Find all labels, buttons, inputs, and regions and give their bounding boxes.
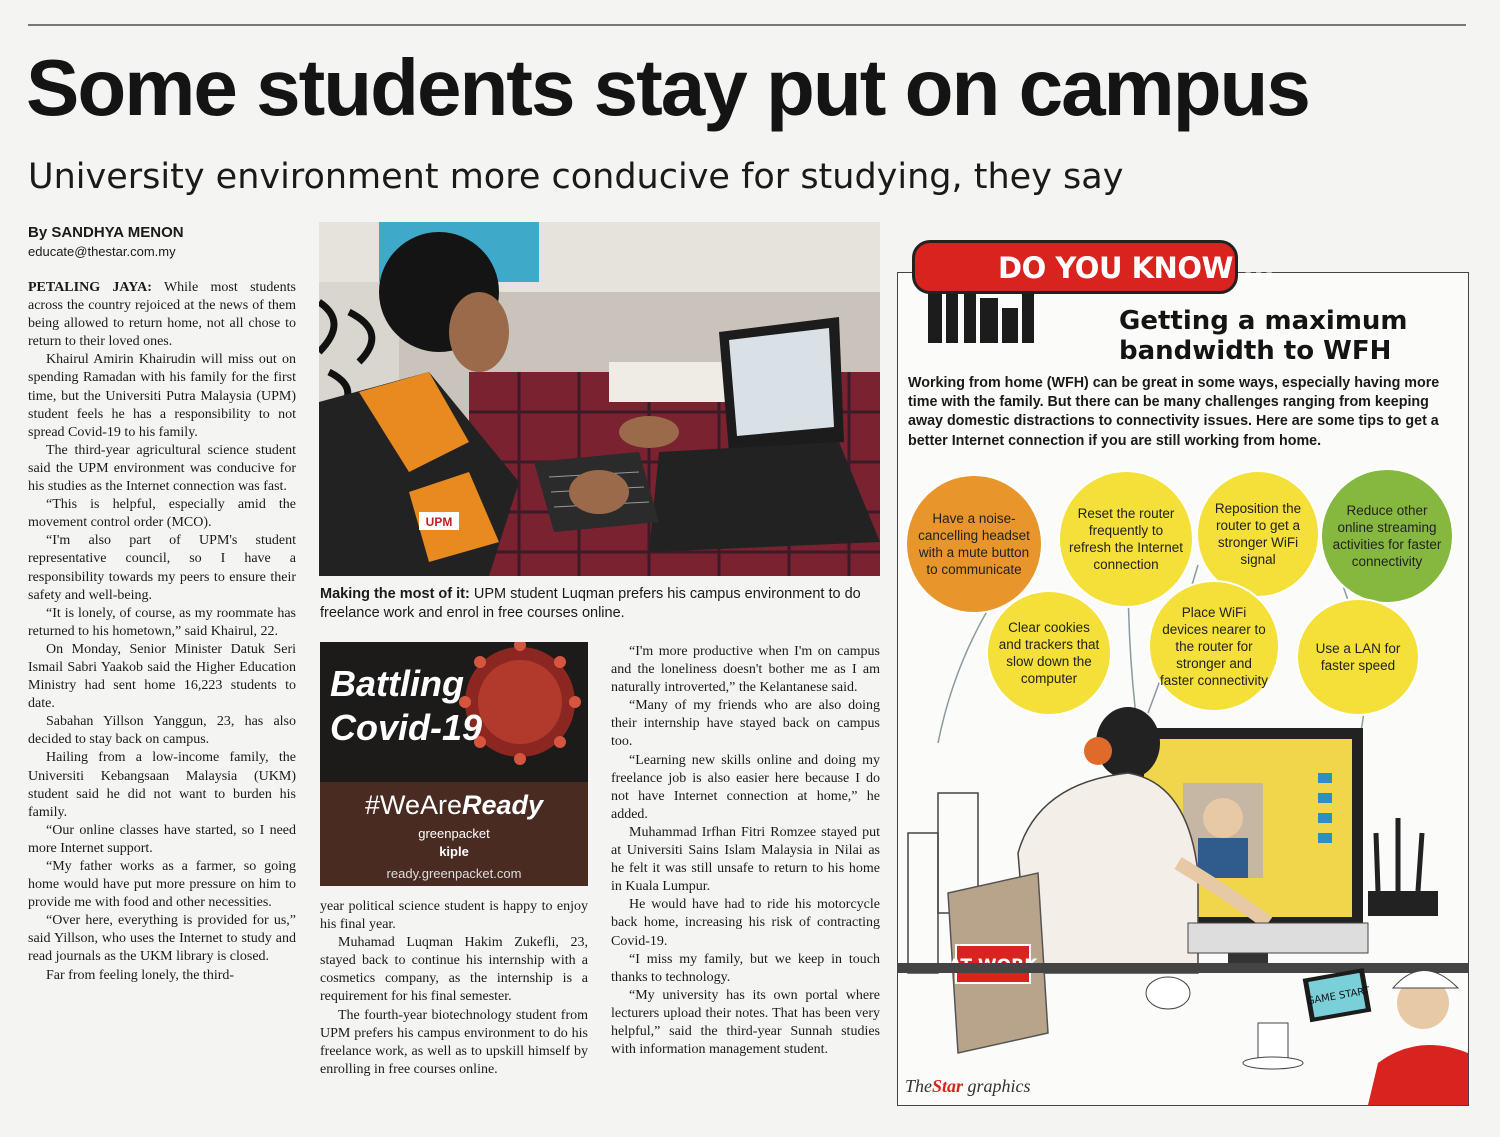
paragraph: “I miss my family, but we keep in touch thanks to technology. [611, 951, 880, 985]
byline: By SANDHYA MENON [28, 224, 184, 241]
byline-email[interactable]: educate@thestar.com.my [28, 244, 176, 259]
tip-reset-router: Reset the router frequently to refresh the Internet connection [1058, 470, 1194, 608]
tip-headset: Have a noise-cancelling headset with a mute button to communicate [905, 474, 1043, 614]
photo-illustration [319, 222, 880, 576]
tip-use-lan: Use a LAN for faster speed [1296, 598, 1420, 716]
paragraph: “Learning new skills online and doing my freelance job is also easier here because I do not have Internet connection at home,” he added. [611, 752, 880, 822]
paragraph: Sabahan Yillson Yanggun, 23, has also decided to stay back on campus. [28, 714, 296, 748]
paragraph: “Our online classes have started, so I need more Internet support. [28, 822, 296, 856]
article-column-2 [320, 898, 588, 1079]
tip-clear-cookies: Clear cookies and trackers that slow down the computer [986, 590, 1112, 716]
paragraph: PETALING JAYA: While most students across the country rejoiced at the news of them being allowed to return home, not all chose to return to their loved ones. [28, 280, 296, 350]
paragraph: Hailing from a low-income family, the Universiti Kebangsaan Malaysia (UKM) student said he did not want to burden his family. [28, 750, 296, 820]
promo-title: Battling Covid-19 [330, 663, 483, 748]
paragraph: “Over here, everything is provided for us,” said Yillson, who uses the Internet to study and read journals as the UKM library is closed. [28, 913, 296, 965]
paragraph: “I'm more productive when I'm on campus and the loneliness doesn't bother me as I am naturally introverted,” the Kelantanese said. [611, 644, 880, 696]
paragraph: The third-year agricultural science student said the UPM environment was conducive for his studies as the Internet connection was fast. [28, 442, 296, 495]
paragraph: “It is lonely, of course, as my roommate has returned to his hometown,” said Khairul, 22. [28, 605, 296, 639]
paragraph: He would have had to ride his motorcycle back home, increasing his risk of contracting Covid-19. [611, 897, 880, 949]
paragraph: Khairul Amirin Khairudin will miss out on spending Ramadan with his family for the first time, but the Universiti Putra Malaysia (UPM) student feels he has a responsibility to not spread Covid-19 to his family. [28, 352, 296, 440]
promo-hashtag: #WeAreReady [364, 790, 544, 820]
paragraph: “I'm also part of UPM's student representative council, so I have a responsibility towards my peers to ensure their safety and well-being. [28, 533, 296, 603]
paragraph: Muhammad Irfhan Fitri Romzee stayed put at Universiti Sains Islam Malaysia in Nilai as he felt it was still unsafe to return to his home in Kuala Lumpur. [611, 824, 880, 895]
paragraph: “This is helpful, especially amid the movement control order (MCO). [28, 497, 296, 531]
article-column-3 [611, 643, 880, 1059]
paragraph: The fourth-year biotechnology student from UPM prefers his campus environment to do his freelance work, as well as to upskill himself by enrolling in free courses online. [320, 1007, 588, 1077]
tip-reposition-router: Reposition the router to get a stronger WiFi signal [1196, 470, 1320, 598]
do-you-know-label: DO YOU KNOW ... [998, 251, 1275, 285]
paragraph: “My university has its own portal where lecturers upload their notes. That has been very helpful,” said the third-year Sunnah studies with information management student. [611, 987, 880, 1058]
paragraph: Muhamad Luqman Hakim Zukefli, 23, stayed back to continue his internship with a cosmetics company, as the internship is a requirement for his final semester. [320, 935, 588, 1005]
dateline: PETALING JAYA: [28, 280, 152, 295]
promo-brand-kiple: kiple [439, 844, 469, 859]
paragraph: On Monday, Senior Minister Datuk Seri Ismail Sabri Yaakob said the Higher Education Ministry had sent home 16,223 students to date. [28, 641, 296, 712]
article-column-1 [28, 279, 296, 985]
photo-caption: Making the most of it: UPM student Luqman prefers his campus environment to do freelance work and enrol in free courses online. [320, 586, 861, 621]
svg-text:UPM: UPM [425, 515, 453, 529]
headline: Some students stay put on campus [26, 43, 1309, 132]
top-rule [28, 24, 1466, 26]
promo-url[interactable]: ready.greenpacket.com [386, 866, 522, 881]
infobox-intro: Working from home (WFH) can be great in some ways, especially having more time with the family. But there can be many challenges ranging from keeping away domestic distractions to connectivity issues. Here are some tips to get a better Internet connection if you are still working from home. [908, 375, 1440, 449]
paragraph: Far from feeling lonely, the third- [46, 967, 235, 983]
student-photo [319, 222, 880, 576]
graphics-credit: TheStar graphics [905, 1076, 1031, 1096]
tip-place-wifi-devices: Place WiFi devices nearer to the router for stronger and faster connectivity [1148, 580, 1280, 712]
caption-lead: Making the most of it: [320, 586, 470, 602]
paragraph: “Many of my friends who are also doing their internship have stayed back on campus too. [611, 698, 880, 750]
promo-brand-greenpacket: greenpacket [418, 826, 490, 841]
battling-covid-promo[interactable] [320, 642, 588, 886]
paragraph: “My father works as a farmer, so going home would have put more pressure on him to provide me with food and other necessities. [28, 859, 296, 911]
tip-reduce-streaming: Reduce other online streaming activities for faster connectivity [1320, 468, 1454, 604]
svg-text:GAME START: GAME START [1305, 985, 1371, 1008]
paragraph: year political science student is happy to enjoy his final year. [320, 899, 588, 933]
infobox-title: Getting a maximum bandwidth to WFH [1119, 306, 1408, 366]
deck-subheadline: University environment more conducive for studying, they say [28, 157, 1124, 197]
